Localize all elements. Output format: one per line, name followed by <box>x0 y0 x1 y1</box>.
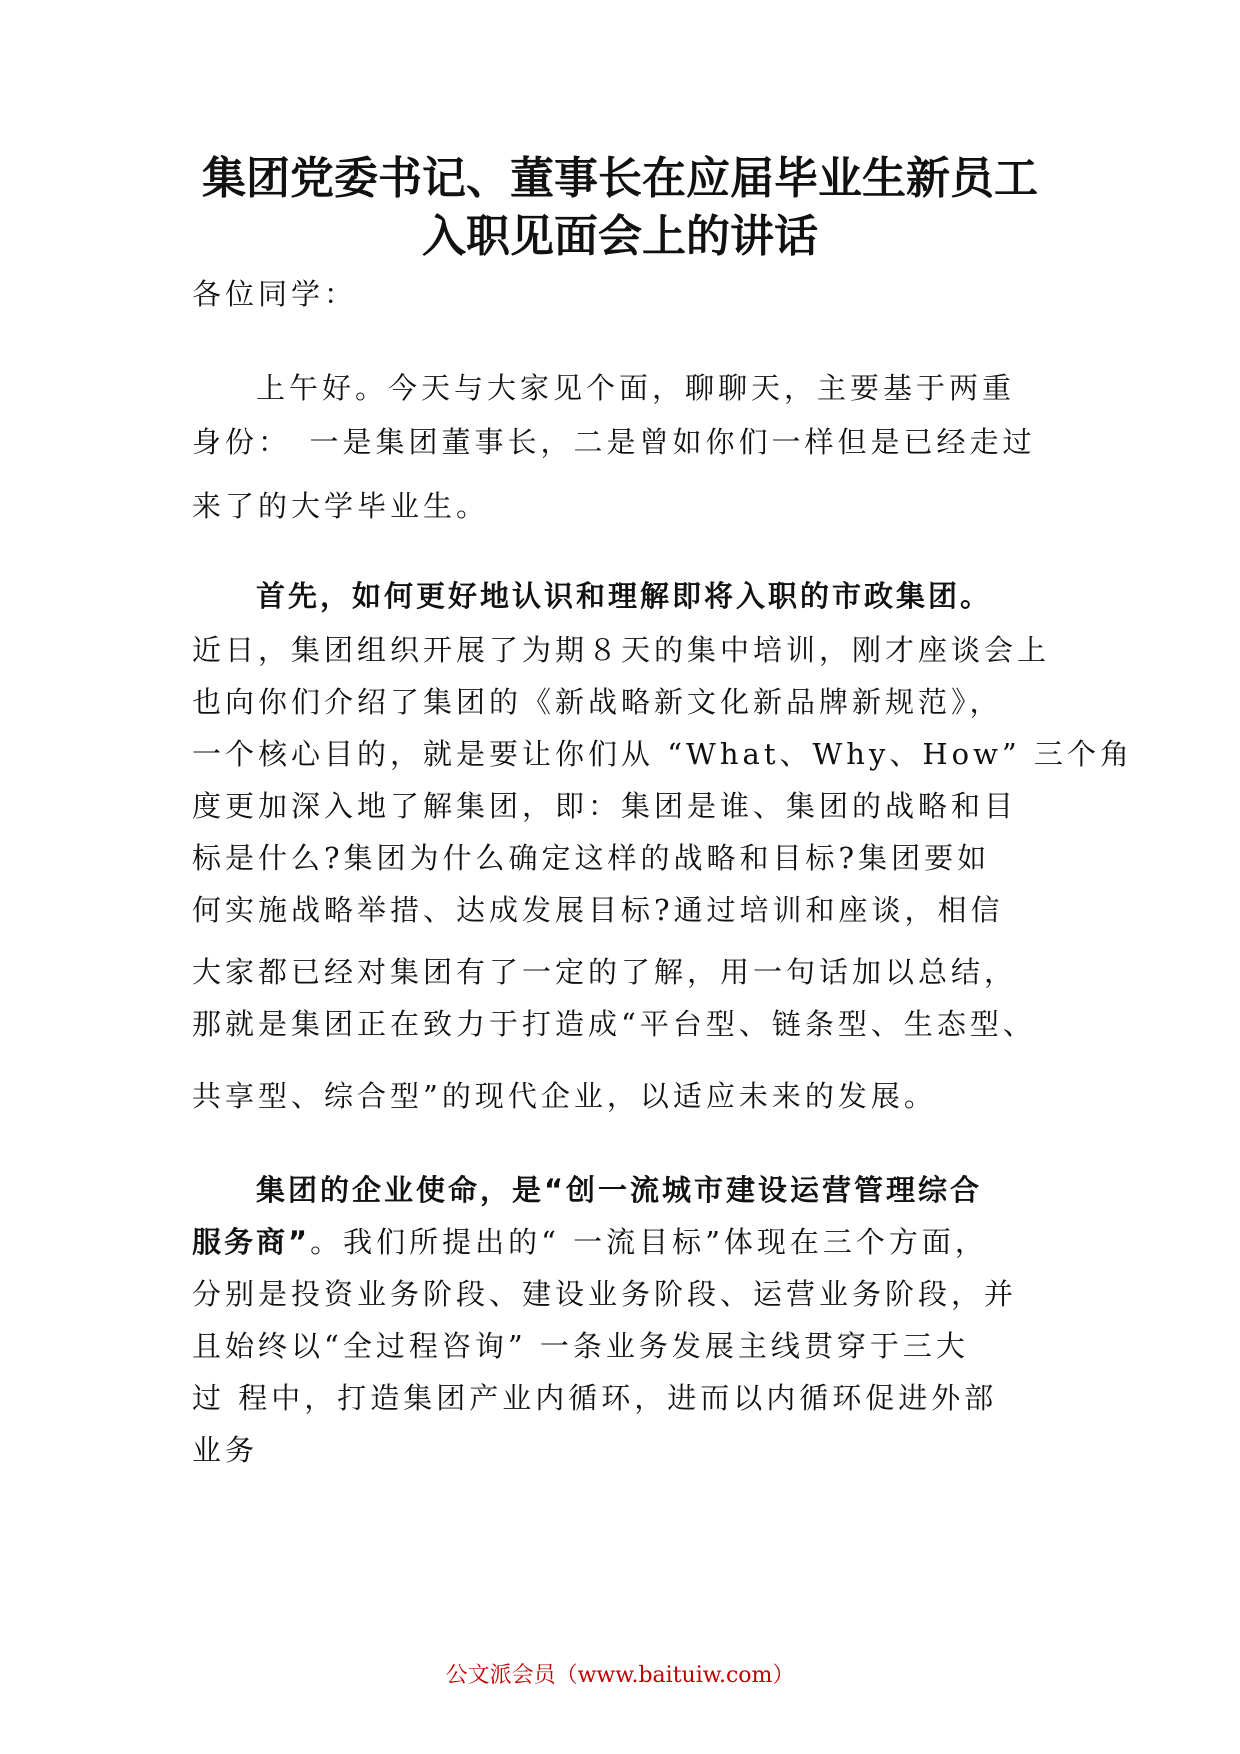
paragraph-line <box>192 1224 1072 1260</box>
paragraph-line: 来了的大学毕业生。 <box>192 489 490 523</box>
paragraph-line: 身份： 一是集团董事长，二是曾如你们一样但是已经走过 <box>192 425 1036 459</box>
paragraph-line: 近日，集团组织开展了为期８天的集中培训，刚才座谈会上 <box>192 633 1051 667</box>
paragraph-line: 过 程中，打造集团产业内循环，进而以内循环促进外部 <box>192 1381 998 1415</box>
paragraph-line: 上午好。今天与大家见个面，聊聊天，主要基于两重 <box>256 371 1016 405</box>
paragraph-line: 分别是投资业务阶段、建设业务阶段、运营业务阶段，并 <box>192 1277 1018 1311</box>
paragraph-line: 大家都已经对集团有了一定的了解，用一句话加以总结， <box>192 955 1018 989</box>
mission-bold-tail: 服务商” <box>192 1225 311 1259</box>
paragraph-line: 度更加深入地了解集团，即：集团是谁、集团的战略和目 <box>192 789 1018 823</box>
paragraph-line: 标是什么?集团为什么确定这样的战略和目标?集团要如 <box>192 841 991 875</box>
salutation: 各位同学： <box>192 277 358 311</box>
paragraph-line: 何实施战略举措、达成发展目标?通过培训和座谈，相信 <box>192 893 1004 927</box>
section-heading: 首先，如何更好地认识和理解即将入职的市政集团。 <box>256 579 993 613</box>
title-line-1: 集团党委书记、董事长在应届毕业生新员工 <box>202 153 1038 204</box>
paragraph-line: 一个核心目的，就是要让你们从 “What、Why、How” 三个角 <box>192 737 1133 771</box>
footer-watermark-link[interactable]: 公文派会员（www.baituiw.com） <box>445 1663 795 1688</box>
paragraph-line: 业务 <box>192 1433 259 1467</box>
mission-text-tail: 。我们所提出的“ 一流目标”体现在三个方面， <box>310 1225 988 1259</box>
paragraph-line: 那就是集团正在致力于打造成“平台型、链条型、生态型、 <box>192 1007 1036 1041</box>
paragraph-line: 也向你们介绍了集团的《新战略新文化新品牌新规范》， <box>192 685 1003 719</box>
paragraph-line: 且始终以“全过程咨询” 一条业务发展主线贯穿于三大 <box>192 1329 969 1363</box>
title-line-2: 入职见面会上的讲话 <box>422 211 818 262</box>
paragraph-line: 共享型、综合型”的现代企业，以适应未来的发展。 <box>192 1079 937 1113</box>
document-title <box>140 150 1100 266</box>
mission-heading: 集团的企业使命，是“创一流城市建设运营管理综合 <box>256 1173 983 1207</box>
